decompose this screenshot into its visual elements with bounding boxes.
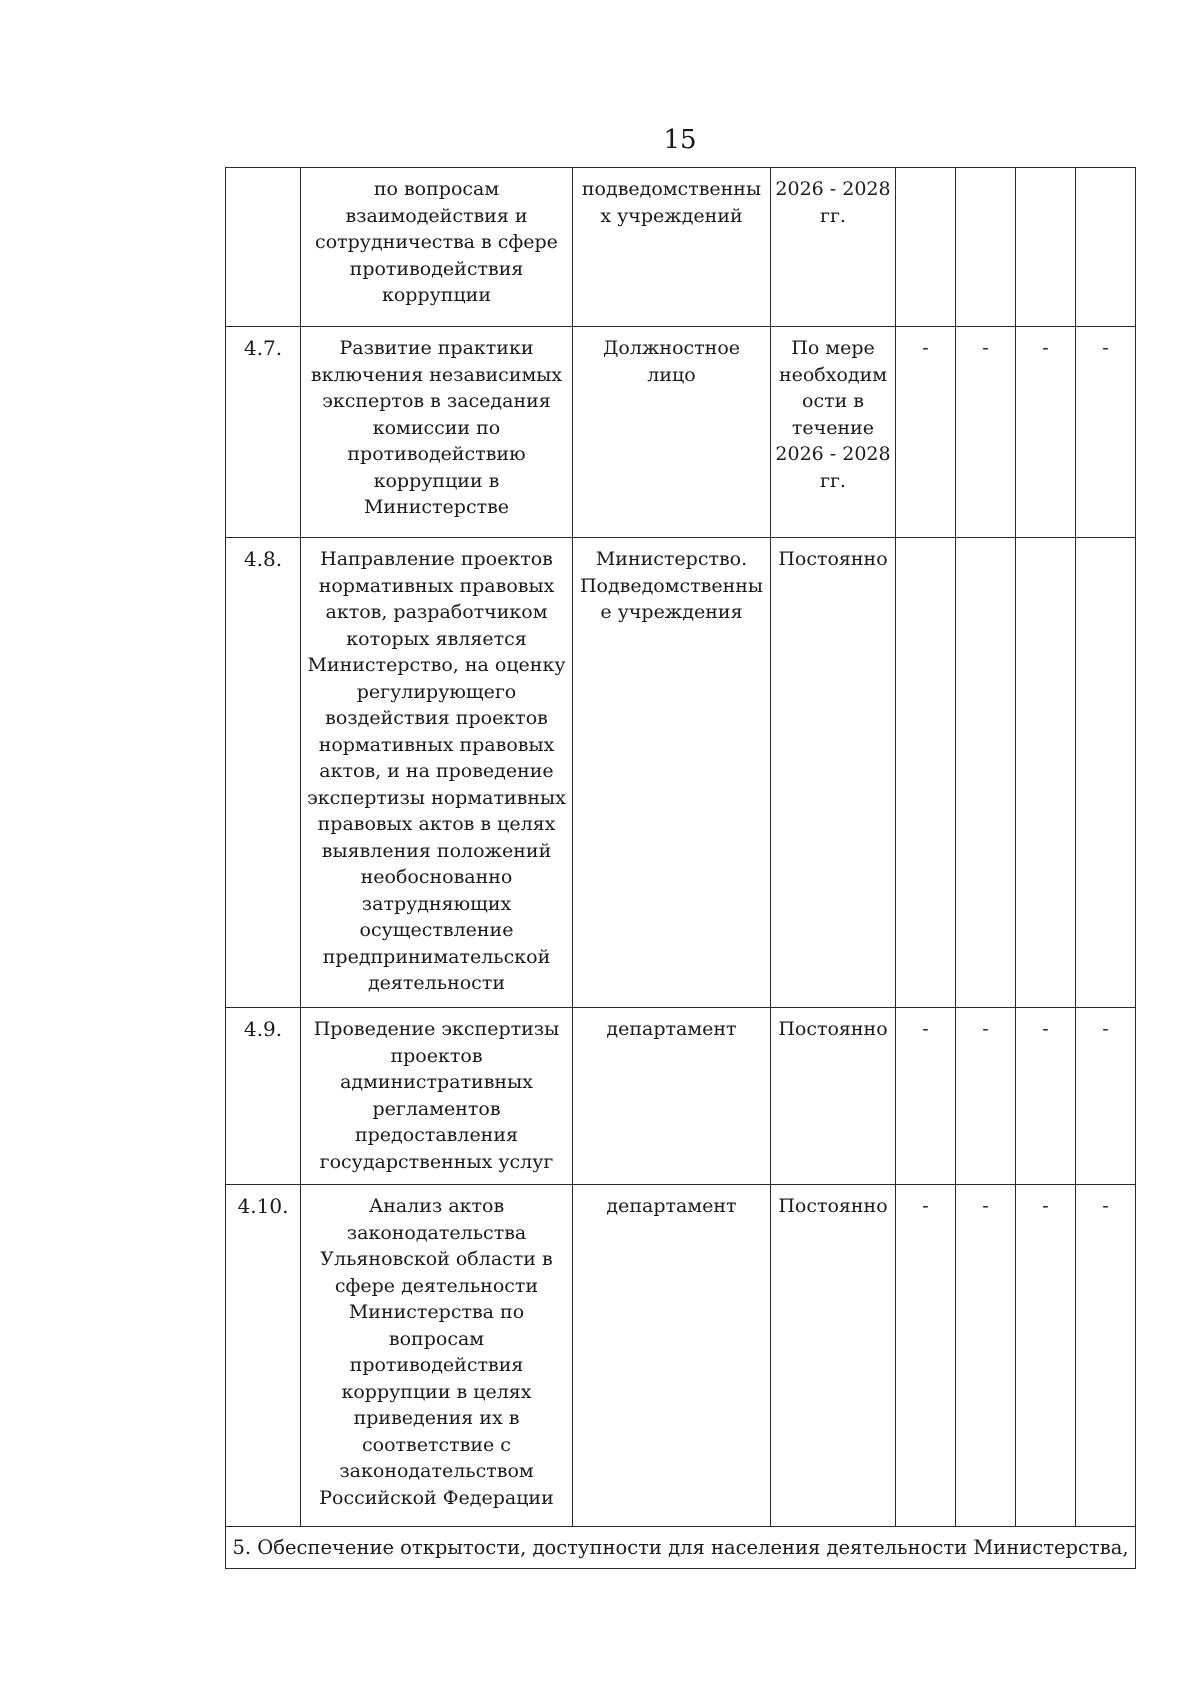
- indicator-cell: -: [896, 1008, 956, 1185]
- table-row: [226, 327, 1136, 538]
- row-number: 4.7.: [226, 327, 301, 538]
- table-body: [226, 168, 1136, 1527]
- deadline-cell: [771, 1008, 896, 1185]
- deadline-cell-line: По мере: [791, 337, 875, 359]
- deadline-cell-line: 2026 - 2028: [775, 178, 891, 200]
- responsible-cell-line: Министерство.: [595, 548, 748, 570]
- event-cell-line: коррупции в: [373, 469, 500, 492]
- event-cell-line: Направление проектов: [320, 548, 553, 570]
- table-row: [226, 168, 1136, 327]
- event-cell-line: включения независимых: [310, 363, 563, 386]
- event-cell-line: Анализ актов: [368, 1195, 505, 1217]
- event-cell-line: соответствие с: [362, 1433, 511, 1456]
- indicator-cell: [956, 538, 1016, 1008]
- responsible-cell: [573, 168, 771, 327]
- event-cell-line: противодействия: [349, 257, 524, 280]
- responsible-cell: [573, 1008, 771, 1185]
- event-cell-line: актов, разработчиком: [325, 601, 548, 623]
- event-cell-line: административных: [340, 1071, 533, 1093]
- event-cell-line: противодействию: [347, 443, 526, 465]
- section-5-row: [226, 1527, 1136, 1569]
- event-cell-line: Развитие практики: [339, 337, 534, 359]
- event-cell-line: предоставления: [354, 1124, 518, 1146]
- indicator-cell: -: [1076, 1185, 1136, 1527]
- event-cell-line: коррупции в целях: [341, 1380, 532, 1403]
- event-cell-line: коррупции: [381, 284, 492, 306]
- indicator-cell: [896, 538, 956, 1008]
- deadline-cell-line: гг.: [820, 469, 846, 492]
- table-row: [226, 538, 1136, 1008]
- deadline-cell: [771, 538, 896, 1008]
- event-cell: [301, 327, 573, 538]
- event-cell: [301, 538, 573, 1008]
- event-cell-line: нормативных правовых: [318, 574, 555, 597]
- indicator-cell: -: [1076, 327, 1136, 538]
- row-number: 4.9.: [226, 1008, 301, 1185]
- deadline-cell-line: необходим: [778, 363, 888, 386]
- responsible-cell-line: лицо: [647, 363, 696, 386]
- event-cell-line: предпринимательской: [322, 945, 551, 968]
- event-cell: [301, 168, 573, 327]
- deadline-cell-line: Постоянно: [778, 1195, 888, 1217]
- responsible-cell: [573, 1185, 771, 1527]
- deadline-cell-line: течение: [791, 416, 875, 439]
- indicator-cell: -: [956, 327, 1016, 538]
- event-cell-line: законодательством: [339, 1460, 534, 1482]
- indicator-cell: [1076, 168, 1136, 327]
- event-cell-line: законодательства: [346, 1221, 527, 1244]
- event-cell-line: выявления положений: [321, 839, 552, 862]
- event-cell-line: Проведение экспертизы: [313, 1018, 560, 1040]
- row-number: 4.10.: [226, 1185, 301, 1527]
- page-number: 15: [663, 125, 697, 155]
- deadline-cell: [771, 1185, 896, 1527]
- event-cell-line: регулирующего: [356, 680, 517, 703]
- responsible-cell-line: е учреждения: [600, 601, 743, 623]
- indicator-cell: -: [896, 327, 956, 538]
- section-5-heading: 5. Обеспечение открытости, доступности для населения деятельности Министерства,: [226, 1527, 1136, 1569]
- responsible-cell-line: Подведомственны: [579, 574, 764, 597]
- responsible-cell-line: департамент: [606, 1195, 737, 1217]
- indicator-cell: [1076, 538, 1136, 1008]
- deadline-cell: [771, 327, 896, 538]
- event-cell-line: деятельности: [367, 972, 506, 994]
- responsible-cell: [573, 327, 771, 538]
- indicator-cell: [1016, 168, 1076, 327]
- event-cell-line: осуществление: [359, 919, 514, 941]
- indicator-cell: -: [956, 1185, 1016, 1527]
- event-cell-line: Министерство, на оценку: [307, 654, 566, 676]
- event-cell-line: государственных услуг: [319, 1150, 554, 1173]
- deadline-cell-line: ости в: [802, 390, 864, 412]
- measures-table: [225, 167, 1136, 1569]
- event-cell-line: проектов: [390, 1044, 483, 1067]
- event-cell-line: приведения их в: [353, 1407, 520, 1429]
- event-cell-line: актов, и на проведение: [319, 760, 554, 782]
- event-cell-line: нормативных правовых: [318, 733, 555, 756]
- event-cell-line: сфере деятельности: [334, 1274, 539, 1297]
- event-cell-line: воздействия проектов: [325, 707, 548, 729]
- responsible-cell: [573, 538, 771, 1008]
- responsible-cell-line: подведомственны: [581, 178, 762, 200]
- event-cell-line: экспертов в заседания: [322, 390, 551, 412]
- event-cell-line: Ульяновской области в: [320, 1248, 553, 1270]
- event-cell-line: которых является: [346, 627, 527, 650]
- indicator-cell: [1016, 538, 1076, 1008]
- event-cell-line: затрудняющих: [361, 892, 512, 915]
- indicator-cell: [956, 168, 1016, 327]
- indicator-cell: [896, 168, 956, 327]
- event-cell: [301, 1185, 573, 1527]
- deadline-cell-line: 2026 - 2028: [775, 443, 891, 465]
- row-number: [226, 168, 301, 327]
- indicator-cell: -: [1016, 327, 1076, 538]
- event-cell-line: регламентов: [372, 1097, 501, 1120]
- event-cell-line: Министерства по: [348, 1301, 525, 1323]
- indicator-cell: -: [1076, 1008, 1136, 1185]
- indicator-cell: -: [896, 1185, 956, 1527]
- table-row: [226, 1185, 1136, 1527]
- table-row: [226, 1008, 1136, 1185]
- event-cell-line: Министерстве: [363, 496, 510, 518]
- event-cell-line: противодействия: [349, 1354, 524, 1376]
- event-cell-line: вопросам: [388, 1327, 485, 1350]
- row-number: 4.8.: [226, 538, 301, 1008]
- event-cell-line: по вопросам: [373, 178, 500, 200]
- event-cell-line: комиссии по: [372, 416, 501, 439]
- event-cell-line: сотрудничества в сфере: [315, 231, 558, 253]
- indicator-cell: -: [1016, 1185, 1076, 1527]
- deadline-cell-line: Постоянно: [778, 1018, 888, 1040]
- event-cell-line: Российской Федерации: [319, 1486, 554, 1509]
- responsible-cell-line: х учреждений: [600, 204, 743, 227]
- deadline-cell-line: гг.: [820, 204, 846, 227]
- responsible-cell-line: департамент: [606, 1018, 737, 1040]
- indicator-cell: -: [1016, 1008, 1076, 1185]
- event-cell-line: экспертизы нормативных: [307, 786, 566, 809]
- indicator-cell: -: [956, 1008, 1016, 1185]
- event-cell-line: правовых актов в целях: [317, 813, 556, 835]
- responsible-cell-line: Должностное: [602, 337, 741, 359]
- deadline-cell-line: Постоянно: [778, 548, 888, 570]
- deadline-cell: [771, 168, 896, 327]
- event-cell-line: взаимодействия и: [345, 204, 528, 227]
- event-cell: [301, 1008, 573, 1185]
- event-cell-line: необоснованно: [360, 866, 513, 888]
